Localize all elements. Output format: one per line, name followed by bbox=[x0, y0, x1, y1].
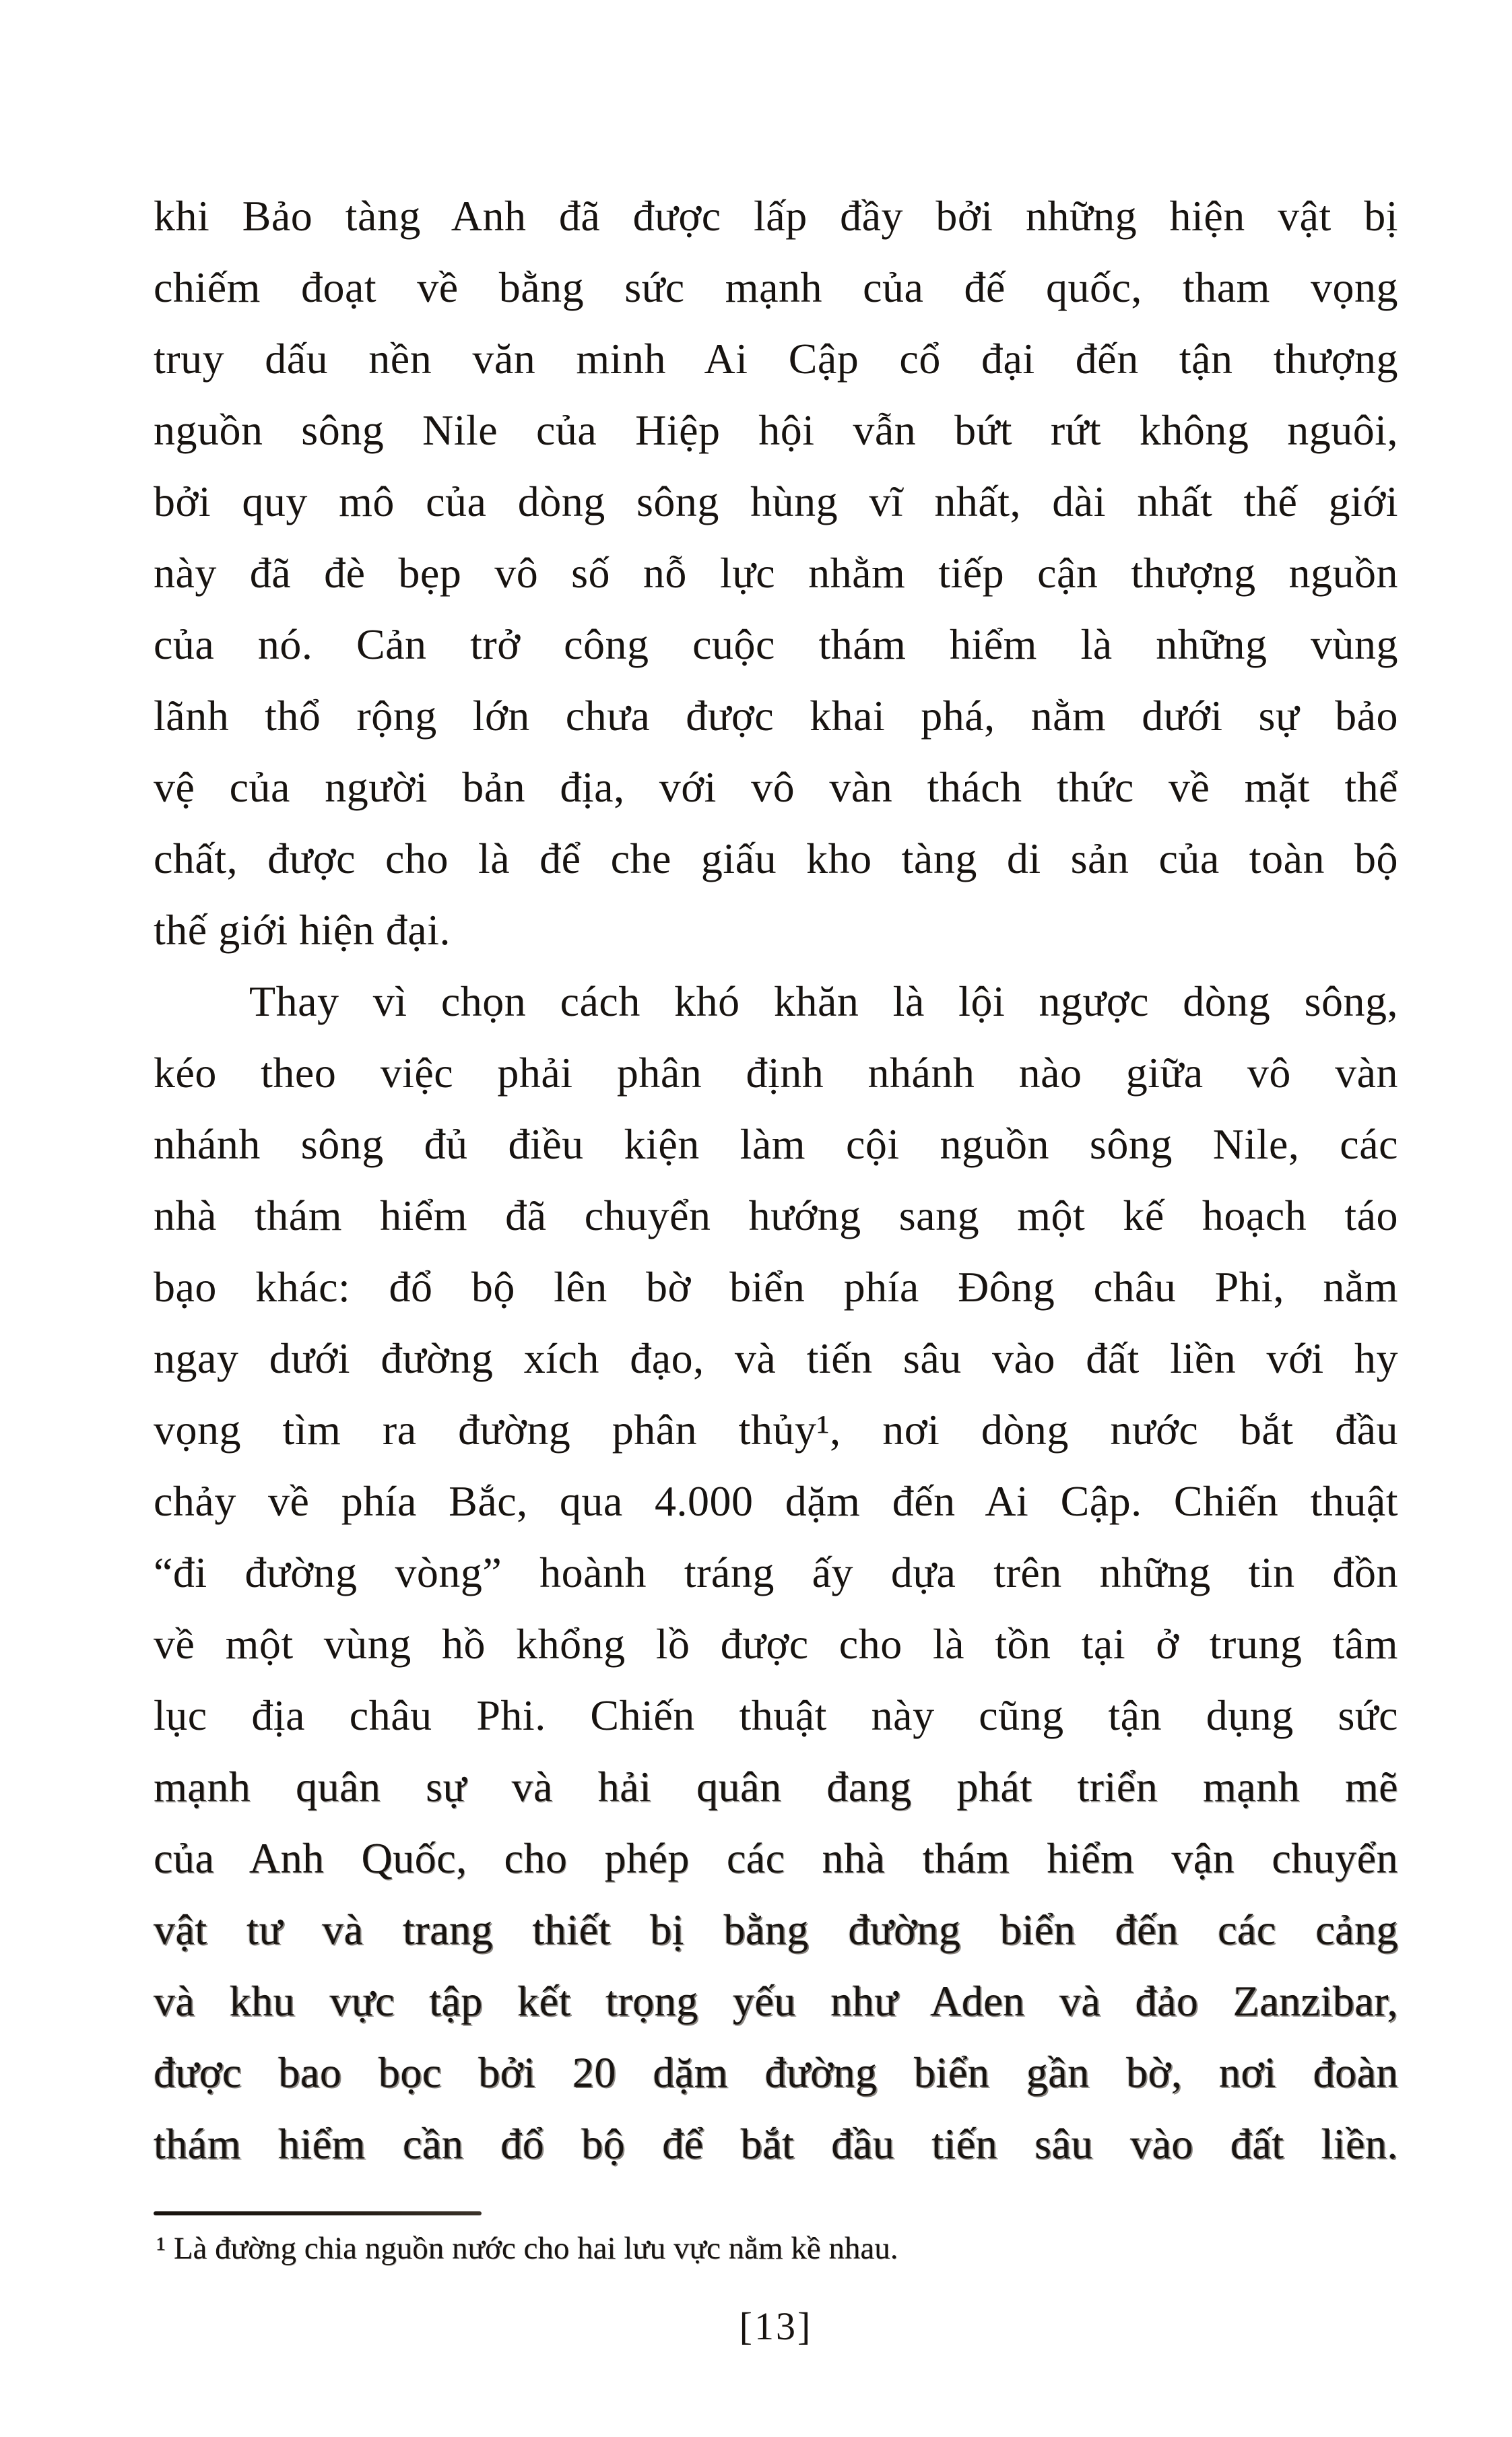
text-line: nguồn sông Nile của Hiệp hội vẫn bứt rứt không nguôi, bbox=[154, 406, 1398, 454]
text-line: lục địa châu Phi. Chiến thuật này cũng tận dụng sức bbox=[154, 1691, 1398, 1739]
text-line: được bao bọc bởi 20 dặm đường biển gần bờ, nơi đoàn bbox=[154, 2048, 1398, 2096]
text-block bbox=[154, 181, 1398, 2180]
text-line: truy dấu nền văn minh Ai Cập cổ đại đến tận thượng bbox=[154, 335, 1398, 383]
footnote-divider bbox=[154, 2211, 482, 2215]
text-line: kéo theo việc phải phân định nhánh nào giữa vô vàn bbox=[154, 1049, 1398, 1097]
text-line: Thay vì chọn cách khó khăn là lội ngược dòng sông, bbox=[249, 977, 1398, 1025]
text-line: thám hiểm cần đổ bộ để bắt đầu tiến sâu vào đất liền. bbox=[154, 2120, 1398, 2168]
text-line: bởi quy mô của dòng sông hùng vĩ nhất, dài nhất thế giới bbox=[154, 478, 1398, 525]
text-line: của nó. Cản trở công cuộc thám hiểm là những vùng bbox=[154, 620, 1398, 668]
text-line: khi Bảo tàng Anh đã được lấp đầy bởi những hiện vật bị bbox=[154, 192, 1398, 240]
text-line: “đi đường vòng” hoành tráng ấy dựa trên những tin đồn bbox=[154, 1549, 1398, 1596]
text-line: này đã đè bẹp vô số nỗ lực nhằm tiếp cận thượng nguồn bbox=[154, 549, 1398, 597]
text-line: thế giới hiện đại. bbox=[154, 906, 451, 954]
text-line: về một vùng hồ khổng lồ được cho là tồn tại ở trung tâm bbox=[154, 1620, 1398, 1668]
text-line: nhà thám hiểm đã chuyển hướng sang một kế hoạch táo bbox=[154, 1192, 1398, 1239]
text-line: của Anh Quốc, cho phép các nhà thám hiểm vận chuyển bbox=[154, 1834, 1398, 1882]
page-number: [13] bbox=[739, 2304, 813, 2348]
text-line: ngay dưới đường xích đạo, và tiến sâu vào đất liền với hy bbox=[154, 1334, 1398, 1382]
text-line: chảy về phía Bắc, qua 4.000 dặm đến Ai Cập. Chiến thuật bbox=[154, 1477, 1398, 1525]
paragraph bbox=[154, 181, 1398, 966]
text-line: vật tư và trang thiết bị bằng đường biển đến các cảng bbox=[154, 1906, 1398, 1953]
text-line: bạo khác: đổ bộ lên bờ biển phía Đông châu Phi, nằm bbox=[154, 1263, 1398, 1311]
text-line: vọng tìm ra đường phân thủy¹, nơi dòng nước bắt đầu bbox=[154, 1406, 1398, 1454]
text-line: nhánh sông đủ điều kiện làm cội nguồn sông Nile, các bbox=[154, 1120, 1398, 1168]
text-line: lãnh thổ rộng lớn chưa được khai phá, nằm dưới sự bảo bbox=[154, 692, 1398, 740]
text-line: và khu vực tập kết trọng yếu như Aden và đảo Zanzibar, bbox=[154, 1977, 1398, 2025]
text-line: chất, được cho là để che giấu kho tàng di sản của toàn bộ bbox=[154, 835, 1398, 882]
text-line: mạnh quân sự và hải quân đang phát triển mạnh mẽ bbox=[154, 1763, 1398, 1811]
paragraph bbox=[154, 966, 1398, 2180]
text-line: chiếm đoạt về bằng sức mạnh của đế quốc, tham vọng bbox=[154, 263, 1398, 311]
footnote-text: ¹ Là đường chia nguồn nước cho hai lưu vực nằm kề nhau. bbox=[156, 2231, 898, 2266]
text-line: vệ của người bản địa, với vô vàn thách thức về mặt thể bbox=[154, 763, 1398, 811]
